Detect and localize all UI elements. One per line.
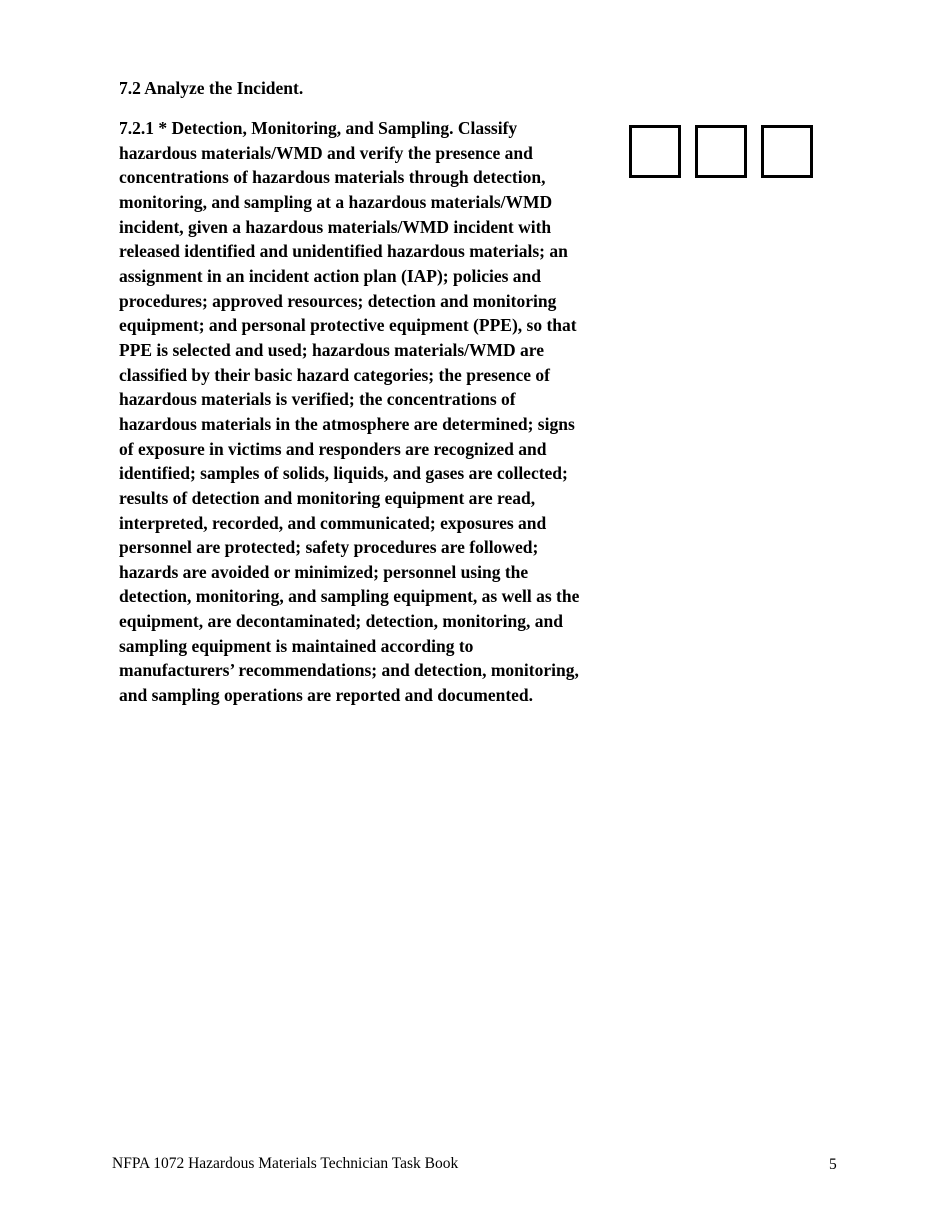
task-text-line: incident, given a hazardous materials/WMD incident with [119,216,552,237]
task-text-line: monitoring, and sampling at a hazardous materials/WMD [119,191,553,212]
task-text-line: results of detection and monitoring equipment are read, [119,487,536,508]
task-text-line: manufacturers’ recommendations; and detection, monitoring, [119,660,579,681]
task-text-line: procedures; approved resources; detection and monitoring [119,290,557,311]
task-text-line: of exposure in victims and responders are recognized and [119,438,547,459]
task-text-line: concentrations of hazardous materials through detection, [119,167,546,188]
page-number: 5 [829,1156,837,1173]
task-text-line: hazardous materials in the atmosphere are determined; signs [119,413,575,434]
task-text-line: hazards are avoided or minimized; personnel using the [119,561,529,582]
task-text-line: identified; samples of solids, liquids, and gases are collected; [119,463,568,484]
signoff-checkbox-3[interactable] [761,125,813,178]
task-text-line: classified by their basic hazard categories; the presence of [119,364,550,385]
task-text-line: equipment; and personal protective equipment (PPE), so that [119,315,577,336]
task-signoff-checkboxes [629,125,813,178]
signoff-checkbox-2[interactable] [695,125,747,178]
task-text-line: PPE is selected and used; hazardous materials/WMD are [119,339,544,360]
task-text-line: sampling equipment is maintained according to [119,635,474,656]
task-text-line: detection, monitoring, and sampling equipment, as well as the [119,586,580,607]
task-text-line: hazardous materials is verified; the concentrations of [119,389,516,410]
task-text-line: hazardous materials/WMD and verify the presence and [119,142,533,163]
task-text-line: and sampling operations are reported and documented. [119,685,534,706]
task-text-line: personnel are protected; safety procedures are followed; [119,537,539,558]
task-text-line: interpreted, recorded, and communicated; exposures and [119,512,547,533]
task-text-line: assignment in an incident action plan (IAP); policies and [119,265,541,286]
task-text-line: 7.2.1 * Detection, Monitoring, and Sampling. Classify [119,118,518,138]
footer-document-title: NFPA 1072 Hazardous Materials Technician Task Book [112,1155,459,1172]
task-description [119,116,619,708]
signoff-checkbox-1[interactable] [629,125,681,178]
section-heading: 7.2 Analyze the Incident. [119,78,304,98]
task-text-line: equipment, are decontaminated; detection, monitoring, and [119,611,563,632]
task-text-line: released identified and unidentified hazardous materials; an [119,241,568,262]
